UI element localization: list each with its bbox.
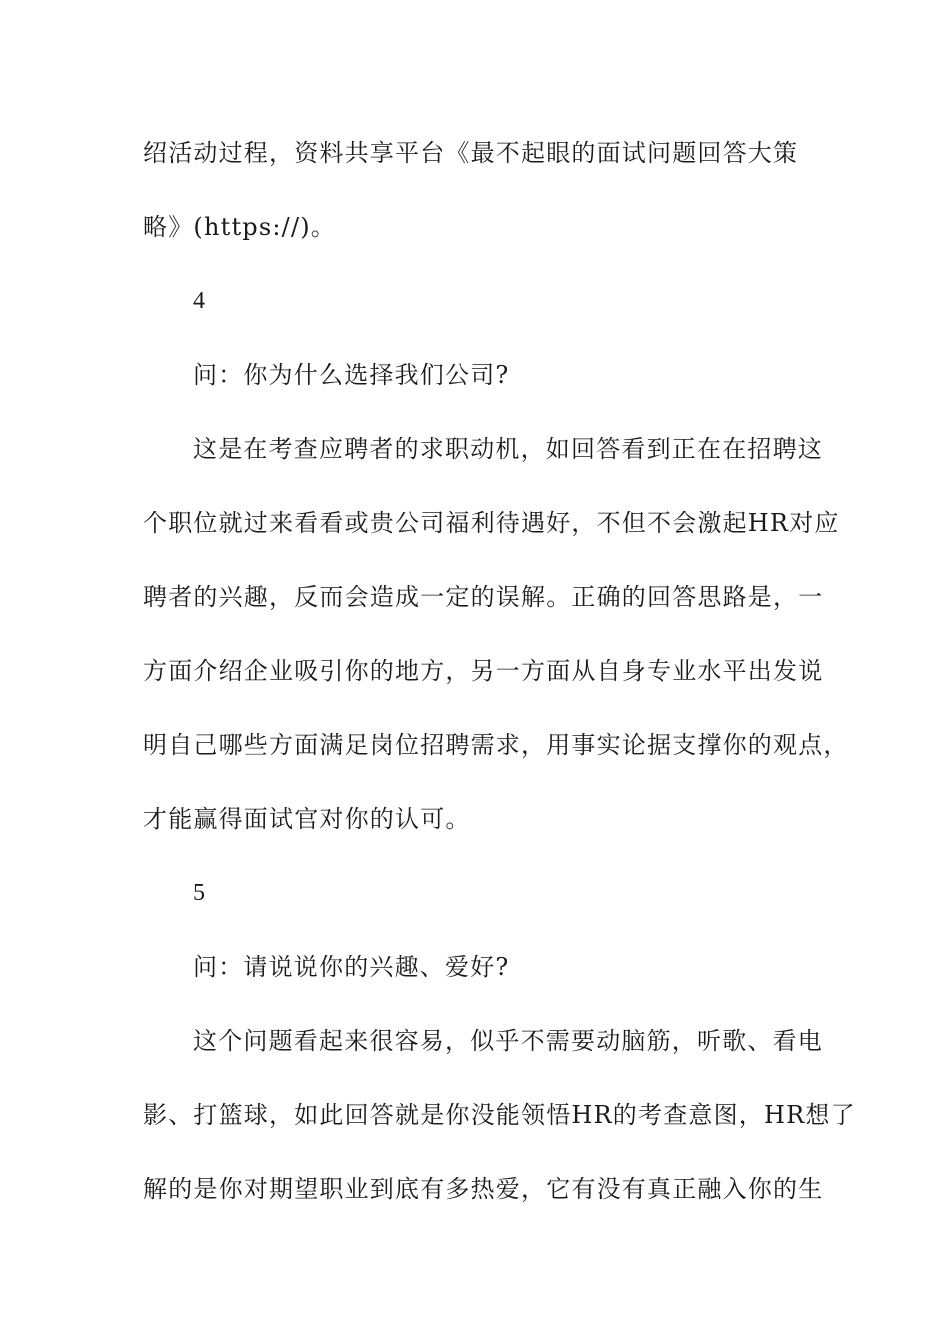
- paragraph-line: 聘者的兴趣，反而会造成一定的误解。正确的回答思路是，一: [143, 583, 824, 611]
- section-number: 4: [193, 288, 207, 314]
- paragraph-line: 这个问题看起来很容易，似乎不需要动脑筋，听歌、看电: [193, 1027, 823, 1055]
- section-number: 5: [193, 880, 207, 906]
- paragraph-line: 才能赢得面试官对你的认可。: [143, 805, 471, 833]
- paragraph-line: 绍活动过程，资料共享平台《最不起眼的面试问题回答大策: [143, 139, 799, 167]
- paragraph-line: 方面介绍企业吸引你的地方，另一方面从自身专业水平出发说: [143, 657, 824, 685]
- paragraph-line: 这是在考查应聘者的求职动机，如回答看到正在在招聘这: [193, 435, 823, 463]
- paragraph-line: 个职位就过来看看或贵公司福利待遇好，不但不会激起HR对应: [143, 509, 840, 537]
- question-heading: 问：你为什么选择我们公司?: [193, 361, 510, 389]
- paragraph-line: 影、打篮球，如此回答就是你没能领悟HR的考查意图，HR想了: [143, 1101, 856, 1129]
- paragraph-line: 解的是你对期望职业到底有多热爱，它有没有真正融入你的生: [143, 1175, 824, 1203]
- question-heading: 问：请说说你的兴趣、爱好?: [193, 953, 510, 981]
- paragraph-line: 明自己哪些方面满足岗位招聘需求，用事实论据支撑你的观点，: [143, 731, 849, 759]
- paragraph-line: 略》(https://)。: [143, 213, 337, 241]
